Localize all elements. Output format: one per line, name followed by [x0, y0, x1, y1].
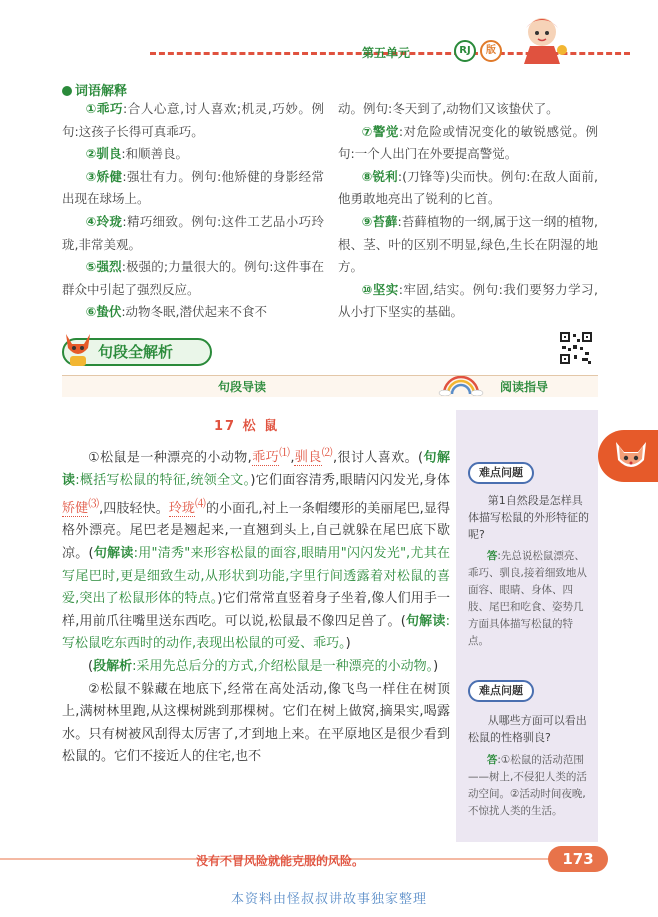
vocab-definition: :苔藓植物的一纲,属于这一纲的植物,根、茎、叶的区别不明显,绿色,生长在阴湿的地方。 [338, 213, 598, 275]
vocab-definition: :牢固,结实。例句:我们要努力学习,从小打下坚实的基础。 [338, 281, 598, 320]
unit-label: 第五单元 [362, 46, 411, 60]
answer-label: 答 [486, 550, 498, 562]
footnote-mark: ⑶ [88, 496, 100, 510]
sidebar-answer-1 [468, 548, 590, 650]
paragraph-note: :采用先总后分的方式,介绍松鼠是一种漂亮的小动物。 [132, 659, 434, 674]
vocab-definition: :极强的;力量很大的。例句:这件事在群众中引起了强烈反应。 [62, 259, 324, 297]
sentence-note-label: 句解读 [62, 450, 450, 488]
difficulty-question-badge: 难点问题 [468, 680, 534, 702]
vocab-item [338, 166, 598, 211]
sidebar-answer-2 [468, 752, 590, 820]
sentence-note-label: 句解读 [405, 613, 446, 629]
vocab-item [62, 256, 324, 301]
vocab-term: ⑩坚实 [361, 281, 399, 297]
vocab-title-text: 词语解释 [75, 84, 128, 99]
vocab-definition: :精巧细致。例句:这件工艺品小巧玲珑,非常美观。 [62, 213, 324, 252]
lesson-title: 17 松 鼠 [214, 419, 280, 434]
vocab-term: ⑧锐利 [361, 168, 398, 184]
vocab-term: ⑤强烈 [85, 259, 122, 275]
text-span: 的小面孔,衬上一条帽缨形的美丽尾巴,显得格外漂亮。尾巴老是翘起来,一直翘到头上,自己就躲在尾巴底下歇凉。( [62, 500, 450, 562]
guide-left-label: 句段导读 [218, 380, 267, 394]
text-span: )它们常常直竖着身子坐着,像人们用手一样,用前爪往嘴里送东西吃。可以说,松鼠最不像四足兽了。( [62, 591, 450, 629]
text-span: , [290, 450, 295, 466]
vocab-term: ①乖巧 [85, 101, 124, 116]
watermark: 本资料由怪叔叔讲故事独家整理 [230, 892, 427, 907]
bullet-dot-icon [62, 86, 72, 96]
vocab-highlight: 玲珑 [168, 500, 196, 516]
paragraph-1 [62, 442, 450, 656]
paragraph-2: ②松鼠不躲藏在地底下,经常在高处活动,像飞鸟一样住在树顶上,满树林里跑,从这棵树跳到那棵树。它们在树上做窝,摘果实,喝露水。只有树被风刮得太厉害了,才到地上来。在平原地区是很少看到松鼠的。它们不接近人的住宅,也不 [62, 681, 450, 765]
vocab-highlight: 乖巧 [251, 450, 280, 466]
paragraph-analysis: (段解析:采用先总后分的方式,介绍松鼠是一种漂亮的小动物。) [88, 659, 439, 674]
answer-text: :①松鼠的活动范围——树上,不侵犯人类的活动空间。②活动时间夜晚,不惊扰人类的生活。 [468, 754, 587, 817]
text-span: ,很讨人喜欢。( [332, 450, 424, 466]
footnote-mark: ⑴ [279, 446, 291, 459]
fox-face-icon [612, 436, 650, 476]
guide-right-label: 阅读指导 [500, 380, 549, 394]
main-text [62, 442, 450, 769]
vocab-item [62, 211, 324, 256]
edition-badge: 版 [480, 40, 502, 62]
vocab-item [62, 98, 324, 143]
vocab-definition: :强壮有力。例句:他矫健的身影经常出现在球场上。 [62, 168, 324, 207]
vocab-item [62, 166, 324, 211]
sidebar-question-2: 从哪些方面可以看出松鼠的性格驯良? [468, 714, 587, 744]
vocab-term: ⑥蛰伏 [85, 304, 122, 320]
rainbow-cloud-icon [438, 376, 484, 396]
vocab-term: ②驯良 [85, 146, 122, 162]
vocab-left-column [62, 98, 324, 324]
vocab-term: ⑦警觉 [361, 123, 399, 139]
text-span: ,四肢轻快。 [99, 500, 169, 516]
footer-motto: 没有不冒风险就能克服的风险。 [196, 854, 365, 868]
page-number: 173 [548, 846, 608, 872]
sentence-note: :用"清秀"来形容松鼠的面容,眼睛用"闪闪发光",尤其在写尾巴时,更是细致生动,从形状到功能,字里行间透露着对松鼠的喜爱,突出了松鼠形体的特点。 [62, 546, 450, 607]
mascot-girl-icon [512, 10, 572, 66]
answer-label: 答 [486, 754, 498, 766]
vocab-title [62, 80, 127, 99]
answer-text: :先总说松鼠漂亮、乖巧、驯良,接着细致地从面容、眼睛、身体、四肢、尾巴和吃食、姿势几方面具体描写松鼠的特点。 [468, 550, 587, 647]
text-span: ) [345, 636, 351, 652]
vocab-term: ③矫健 [85, 168, 123, 184]
vocab-definition: :对危险或情况变化的敏锐感觉。例句:一个人出门在外要提高警觉。 [338, 123, 598, 162]
vocab-definition: :和顺善良。 [121, 146, 189, 162]
footnote-mark: ⑵ [321, 446, 333, 459]
vocab-highlight: 驯良 [294, 450, 322, 466]
difficulty-question-badge: 难点问题 [468, 462, 534, 484]
vocab-definition: :合人心意,讨人喜欢;机灵,巧妙。例句:这孩子长得可真乖巧。 [62, 101, 324, 139]
vocab-highlight: 矫健 [62, 500, 89, 516]
vocab-continuation: 动。例句:冬天到了,动物们又该蛰伏了。 [338, 101, 559, 116]
vocab-item [338, 279, 598, 324]
mascot-fox-icon [60, 326, 96, 366]
vocab-item [338, 121, 598, 166]
text-span: )它们面容清秀,眼睛闪闪发光,身体 [250, 472, 450, 488]
sidebar-question-1: 第1自然段是怎样具体描写松鼠的外形特征的呢? [468, 494, 589, 541]
footnote-mark: ⑷ [195, 496, 206, 510]
sentence-note: :写松鼠吃东西时的动作,表现出松鼠的可爱、乖巧。 [62, 613, 450, 652]
sentence-note-label: 句解读 [93, 546, 134, 562]
qr-code-icon[interactable] [558, 330, 594, 366]
vocab-term: ⑨苔藓 [361, 213, 398, 229]
sentence-note: :概括写松鼠的特征,统领全文。 [75, 472, 251, 488]
paragraph-note-label: 段解析 [93, 659, 133, 674]
vocab-definition: :(刀锋等)尖而快。例句:在敌人面前,他勇敢地亮出了锐利的匕首。 [338, 168, 598, 207]
vocab-item [62, 301, 324, 324]
rj-badge: RJ [454, 40, 476, 62]
vocab-definition: :动物冬眠,潜伏起来不食不 [121, 304, 268, 320]
vocab-term: ④玲珑 [85, 213, 123, 229]
vocab-item [62, 143, 324, 166]
vocab-right-column [338, 98, 598, 324]
vocab-item [338, 211, 598, 279]
section-banner-title: 句段全解析 [98, 343, 174, 361]
text-span: ①松鼠是一种漂亮的小动物, [88, 450, 252, 466]
